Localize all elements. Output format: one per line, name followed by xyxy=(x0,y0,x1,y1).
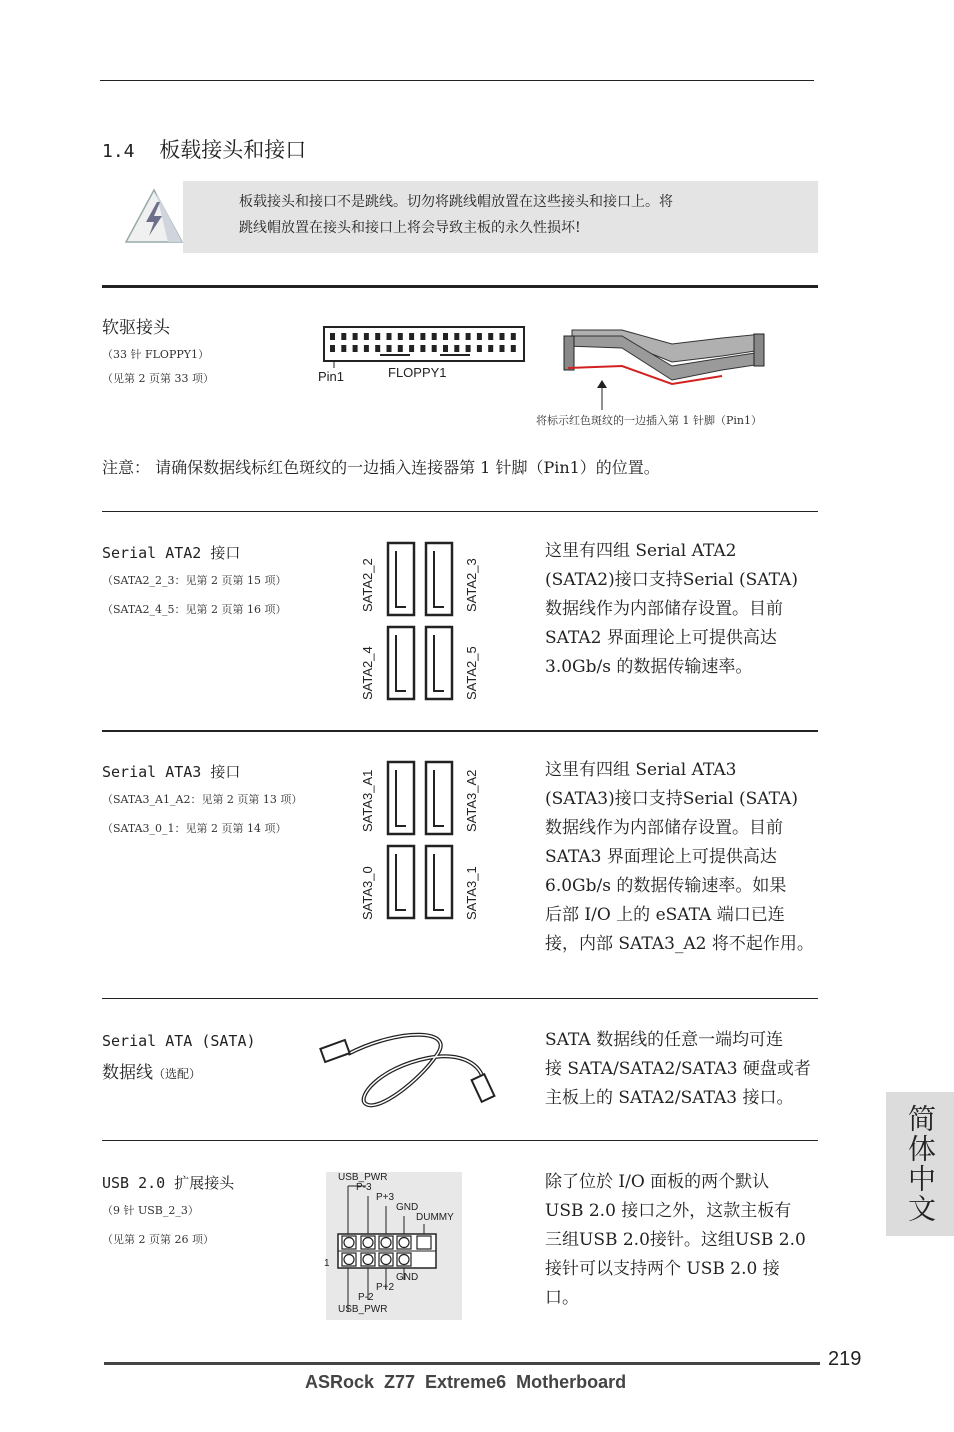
usb-desc-line: 口。 xyxy=(545,1288,579,1308)
sata3-desc-line: (SATA3)接口支持Serial (SATA) xyxy=(545,789,798,809)
sata2-desc-line: 数据线作为内部储存设置。目前 xyxy=(545,599,783,619)
floppy-pin xyxy=(454,333,459,340)
floppy-pin xyxy=(398,333,403,340)
cable-desc-line: 接 SATA/SATA2/SATA3 硬盘或者 xyxy=(545,1059,811,1079)
usb-pin-label: P+2 xyxy=(376,1282,395,1293)
floppy-pin xyxy=(387,333,392,340)
sata2-port-diagram xyxy=(386,541,456,705)
floppy-cable-image xyxy=(562,328,772,388)
floppy-arrow-caption: 将标示红色斑纹的一边插入第 1 针脚（Pin1） xyxy=(536,414,762,427)
sata2-label-4: SATA2_4 xyxy=(360,646,375,700)
usb-description xyxy=(545,1168,825,1313)
caution-line-2: 跳线帽放置在接头和接口上将会导致主板的永久性损坏! xyxy=(239,220,581,236)
caution-line-1: 板载接头和接口不是跳线。切勿将跳线帽放置在这些接头和接口上。将 xyxy=(239,194,673,210)
sata2-label-2: SATA2_2 xyxy=(360,558,375,612)
sata2-desc-line: SATA2 界面理论上可提供高达 xyxy=(545,628,777,648)
rule-sata2 xyxy=(102,511,818,512)
sata3-desc-line: 6.0Gb/s 的数据传输速率。如果 xyxy=(545,876,787,896)
cable-title-main: 数据线 xyxy=(102,1063,153,1083)
floppy-pin xyxy=(454,345,459,352)
cable-title-2 xyxy=(102,1058,201,1083)
floppy-pin xyxy=(488,345,493,352)
floppy-pin xyxy=(409,345,414,352)
floppy-pin xyxy=(341,333,346,340)
rule-usb xyxy=(102,1140,818,1141)
sata2-label-3: SATA2_3 xyxy=(464,558,479,612)
floppy-pin xyxy=(364,333,369,340)
usb-title: USB 2.0 扩展接头 xyxy=(102,1174,235,1192)
usb-header-diagram xyxy=(326,1172,462,1320)
usb-pin-label: GND xyxy=(396,1272,419,1283)
usb-desc-line: USB 2.0 接口之外，这款主板有 xyxy=(545,1201,792,1221)
floppy-pin xyxy=(466,345,471,352)
sata3-desc-line: 接，内部 SATA3_A2 将不起作用。 xyxy=(545,934,814,954)
cable-desc-line: SATA 数据线的任意一端均可连 xyxy=(545,1030,784,1050)
usb-desc-line: 三组USB 2.0接针。这组USB 2.0 xyxy=(545,1230,806,1250)
sata3-label-a2: SATA3_A2 xyxy=(464,769,479,832)
usb-pin-label: USB_PWR xyxy=(338,1172,388,1183)
floppy-pin xyxy=(466,333,471,340)
floppy-pin xyxy=(511,333,516,340)
cable-desc-line: 主板上的 SATA2/SATA3 接口。 xyxy=(545,1088,794,1108)
sata3-title: Serial ATA3 接口 xyxy=(102,763,241,781)
floppy-pin xyxy=(500,333,505,340)
rule-sata3 xyxy=(102,730,818,732)
language-side-tab-label: 简体中文 xyxy=(904,1104,937,1224)
sata2-desc-line: (SATA2)接口支持Serial (SATA) xyxy=(545,570,798,590)
floppy-pin xyxy=(477,333,482,340)
sata3-desc-line: SATA3 界面理论上可提供高达 xyxy=(545,847,777,867)
floppy-sub-1: （33 针 FLOPPY1） xyxy=(102,348,210,361)
usb-pin-label: P-3 xyxy=(356,1182,372,1193)
floppy-note: 注意： 请确保数据线标红色斑纹的一边插入连接器第 1 针脚（Pin1）的位置。 xyxy=(102,458,660,477)
sata-cable-image xyxy=(318,1028,498,1114)
floppy-title: 软驱接头 xyxy=(102,318,170,338)
sata3-desc-line: 这里有四组 Serial ATA3 xyxy=(545,760,737,780)
usb-desc-line: 接针可以支持两个 USB 2.0 接 xyxy=(545,1259,780,1279)
top-rule xyxy=(100,80,814,81)
cable-description xyxy=(545,1026,820,1113)
floppy-pin xyxy=(353,333,358,340)
floppy-pin xyxy=(488,333,493,340)
sata2-sub-2: （SATA2_4_5：见第 2 页第 16 项） xyxy=(102,603,287,616)
arrow-up-icon xyxy=(596,380,608,410)
cable-title: Serial ATA (SATA) xyxy=(102,1032,256,1050)
floppy-connector-label: FLOPPY1 xyxy=(388,365,447,380)
usb-desc-line: 除了位於 I/O 面板的两个默认 xyxy=(545,1172,770,1192)
floppy-pin xyxy=(432,345,437,352)
usb-pin-one-label: 1 xyxy=(324,1258,330,1269)
floppy-pin1-label: Pin1 xyxy=(318,369,345,384)
floppy-pin xyxy=(477,345,482,352)
cable-title-optional: （选配） xyxy=(153,1067,202,1081)
floppy-pin xyxy=(511,345,516,352)
usb-pin-label: DUMMY xyxy=(416,1212,454,1223)
floppy-pin xyxy=(409,333,414,340)
floppy-pin xyxy=(330,345,335,352)
floppy-pin xyxy=(500,345,505,352)
sata2-desc-line: 这里有四组 Serial ATA2 xyxy=(545,541,737,561)
sata3-label-a1: SATA3_A1 xyxy=(360,769,375,832)
sata3-description xyxy=(545,756,820,959)
floppy-pin xyxy=(375,333,380,340)
floppy-pin xyxy=(443,345,448,352)
usb-pin-label: USB_PWR xyxy=(338,1304,388,1315)
rule-cable xyxy=(102,998,818,999)
sata3-desc-line: 数据线作为内部储存设置。目前 xyxy=(545,818,783,838)
usb-sub-1: （9 针 USB_2_3） xyxy=(102,1204,199,1217)
language-side-tab xyxy=(886,1092,954,1236)
caution-icon xyxy=(124,188,184,244)
floppy-pin xyxy=(330,333,335,340)
usb-pin-label: P+3 xyxy=(376,1192,395,1203)
footer-rule xyxy=(104,1362,820,1365)
caution-box xyxy=(183,181,818,253)
page-number: 219 xyxy=(828,1348,862,1370)
floppy-pin xyxy=(375,345,380,352)
sata3-sub-2: （SATA3_0_1：见第 2 页第 14 项） xyxy=(102,822,287,835)
sata2-label-5: SATA2_5 xyxy=(464,646,479,700)
usb-pin-label: GND xyxy=(396,1202,419,1213)
sata3-label-0: SATA3_0 xyxy=(360,866,375,920)
floppy-pin xyxy=(341,345,346,352)
thick-rule xyxy=(102,285,818,288)
section-heading xyxy=(102,134,306,164)
section-number: 1.4 xyxy=(102,141,135,162)
floppy-pin xyxy=(387,345,392,352)
floppy-sub-2: （见第 2 页第 33 项） xyxy=(102,372,214,385)
floppy-pin xyxy=(420,345,425,352)
floppy-pin xyxy=(398,345,403,352)
floppy-pin xyxy=(364,345,369,352)
sata3-sub-1: （SATA3_A1_A2：见第 2 页第 13 项） xyxy=(102,793,303,806)
floppy-pin xyxy=(443,333,448,340)
usb-pin-label: P-2 xyxy=(358,1292,374,1303)
sata3-port-diagram xyxy=(386,760,456,924)
sata2-description xyxy=(545,537,820,682)
sata3-desc-line: 后部 I/O 上的 eSATA 端口已连 xyxy=(545,905,785,925)
sata3-label-1: SATA3_1 xyxy=(464,866,479,920)
footer-title: ASRock Z77 Extreme6 Motherboard xyxy=(305,1372,627,1392)
sata2-desc-line: 3.0Gb/s 的数据传输速率。 xyxy=(545,657,753,677)
floppy-pin xyxy=(353,345,358,352)
sata2-title: Serial ATA2 接口 xyxy=(102,544,241,562)
usb-sub-2: （见第 2 页第 26 项） xyxy=(102,1233,214,1246)
sata2-sub-1: （SATA2_2_3：见第 2 页第 15 项） xyxy=(102,574,287,587)
section-title: 板载接头和接口 xyxy=(159,138,307,162)
floppy-pin xyxy=(420,333,425,340)
floppy-pin xyxy=(432,333,437,340)
